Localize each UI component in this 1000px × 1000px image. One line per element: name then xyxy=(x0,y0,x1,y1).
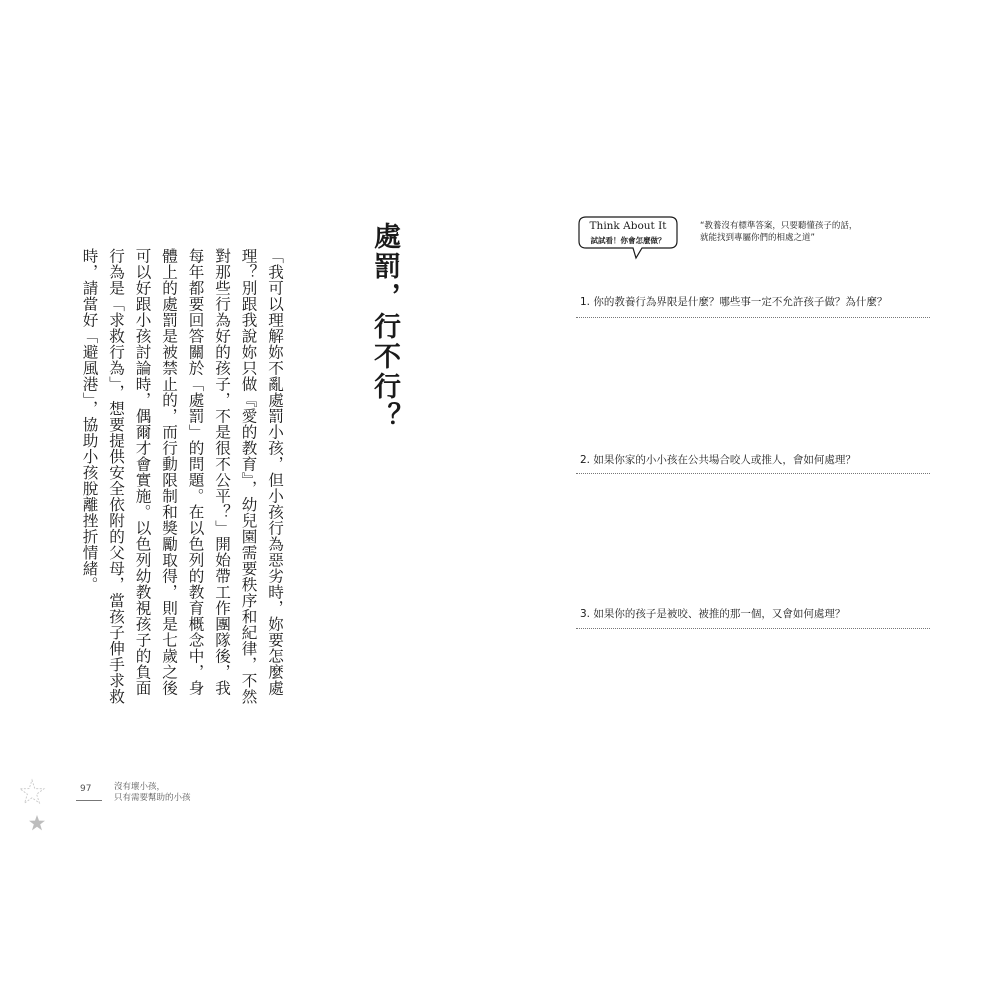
bubble-subtitle: 試試看！你會怎麼做？ xyxy=(590,236,666,245)
answer-line-2[interactable] xyxy=(576,473,930,474)
star-filled-icon xyxy=(28,814,46,832)
page-number-rule xyxy=(76,800,102,801)
think-about-it-bubble xyxy=(578,216,678,264)
running-head xyxy=(114,782,191,804)
answer-line-3[interactable] xyxy=(576,628,930,629)
question-3: 3. 如果你的孩子是被咬、被推的那一個，又會如何處理？ xyxy=(580,608,846,620)
running-head-line: 沒有壞小孩， xyxy=(114,782,166,792)
quote-line: 就能找到專屬你們的相處之道” xyxy=(700,233,815,243)
running-head-line: 只有需要幫助的小孩 xyxy=(114,793,191,803)
quote-line: “教養沒有標準答案，只要聽懂孩子的話， xyxy=(700,221,858,231)
body-paragraph: 「我可以理解妳不亂處罰小孩，但小孩行為惡劣時，妳要怎麼處理？別跟我說妳只做『愛的教育』，幼兒園需要秩序和紀律，不然對那些行為好的孩子，不是很不公平？」開始帶工作團隊後，我每年都要回答關於「處罰」的問題。在以色列的教育概念中，身體上的處罰是被禁止的，而行動限制和獎勵取得，則是七歲之後可以好跟小孩討論時，偶爾才會實施。以色列幼教視孩子的負面行為是「求救行為」，想要提供安全依附的父母，當孩子伸手求救時，請當好「避風港」，協助小孩脫離挫折情緒。 xyxy=(80,248,284,705)
quote xyxy=(700,220,900,244)
question-1: 1. 你的教養行為界限是什麼？哪些事一定不允許孩子做？為什麼？ xyxy=(580,296,888,308)
chapter-title: 處罰，行不行？ xyxy=(369,222,400,432)
question-2: 2. 如果你家的小小孩在公共場合咬人或推人，會如何處理？ xyxy=(580,454,856,466)
bubble-title: Think About It xyxy=(589,220,667,232)
star-outline-icon xyxy=(18,778,46,806)
answer-line-1[interactable] xyxy=(576,317,930,318)
page-footer xyxy=(18,778,238,838)
page-number: 97 xyxy=(80,784,92,794)
